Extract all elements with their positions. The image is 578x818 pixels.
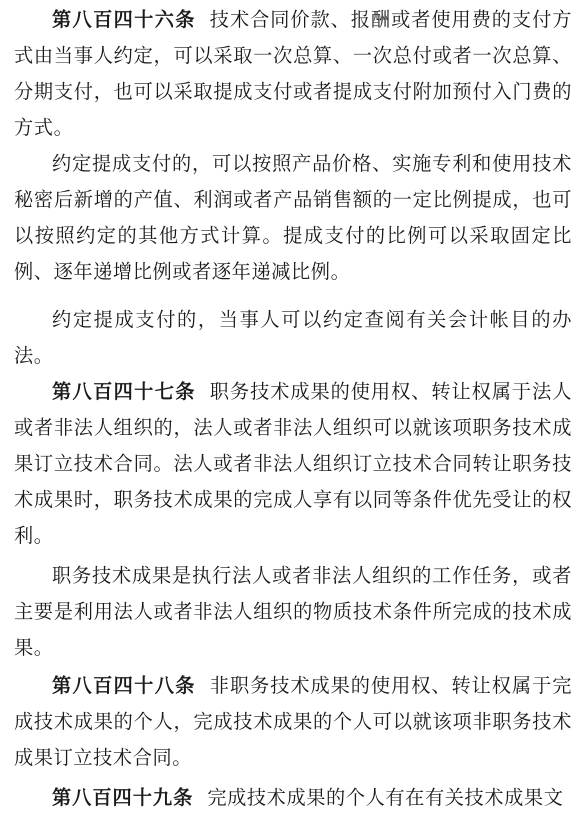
article-846-text-2: 约定提成支付的，可以按照产品价格、实施专利和使用技术秘密后新增的产值、利润或者产品销售额的一定比例提成，也可以按照约定的其他方式计算。提成支付的比例可以采取固定比例、逐年递增比例或者逐年递减比例。 [14, 152, 572, 283]
article-847-paragraph [14, 374, 572, 554]
article-846-text: 技术合同价款、报酬或者使用费的支付方式由当事人约定，可以采取一次总算、一次总付或者一次总算、分期支付，也可以采取提成支付或者提成支付附加预付入门费的方式。 [14, 8, 572, 139]
document-page [14, 0, 572, 818]
article-849-text: 完成技术成果的个人有在有关技术成果文 [207, 786, 564, 809]
article-846-paragraph [14, 2, 572, 146]
article-846-title: 第八百四十六条 [52, 8, 196, 31]
article-848-text: 非职务技术成果的使用权、转让权属于完成技术成果的个人，完成技术成果的个人可以就该项非职务技术成果订立技术合同。 [14, 674, 572, 769]
article-847-text: 职务技术成果的使用权、转让权属于法人或者非法人组织的，法人或者非法人组织可以就该项职务技术成果订立技术合同。法人或者非法人组织订立技术合同转让职务技术成果时，职务技术成果的完成人享有以同等条件优先受让的权利。 [14, 380, 572, 547]
article-849-paragraph [14, 780, 572, 816]
article-846-paragraph-3 [14, 302, 572, 374]
article-848-title: 第八百四十八条 [52, 674, 196, 697]
article-847-title: 第八百四十七条 [52, 380, 196, 403]
article-847-text-2: 职务技术成果是执行法人或者非法人组织的工作任务，或者主要是利用法人或者非法人组织的物质技术条件所完成的技术成果。 [14, 564, 572, 659]
article-848-paragraph [14, 668, 572, 776]
article-846-paragraph-2 [14, 146, 572, 290]
article-847-paragraph-2 [14, 558, 572, 666]
article-846-text-3: 约定提成支付的，当事人可以约定查阅有关会计帐目的办法。 [14, 308, 572, 367]
article-849-title: 第八百四十九条 [52, 786, 194, 809]
